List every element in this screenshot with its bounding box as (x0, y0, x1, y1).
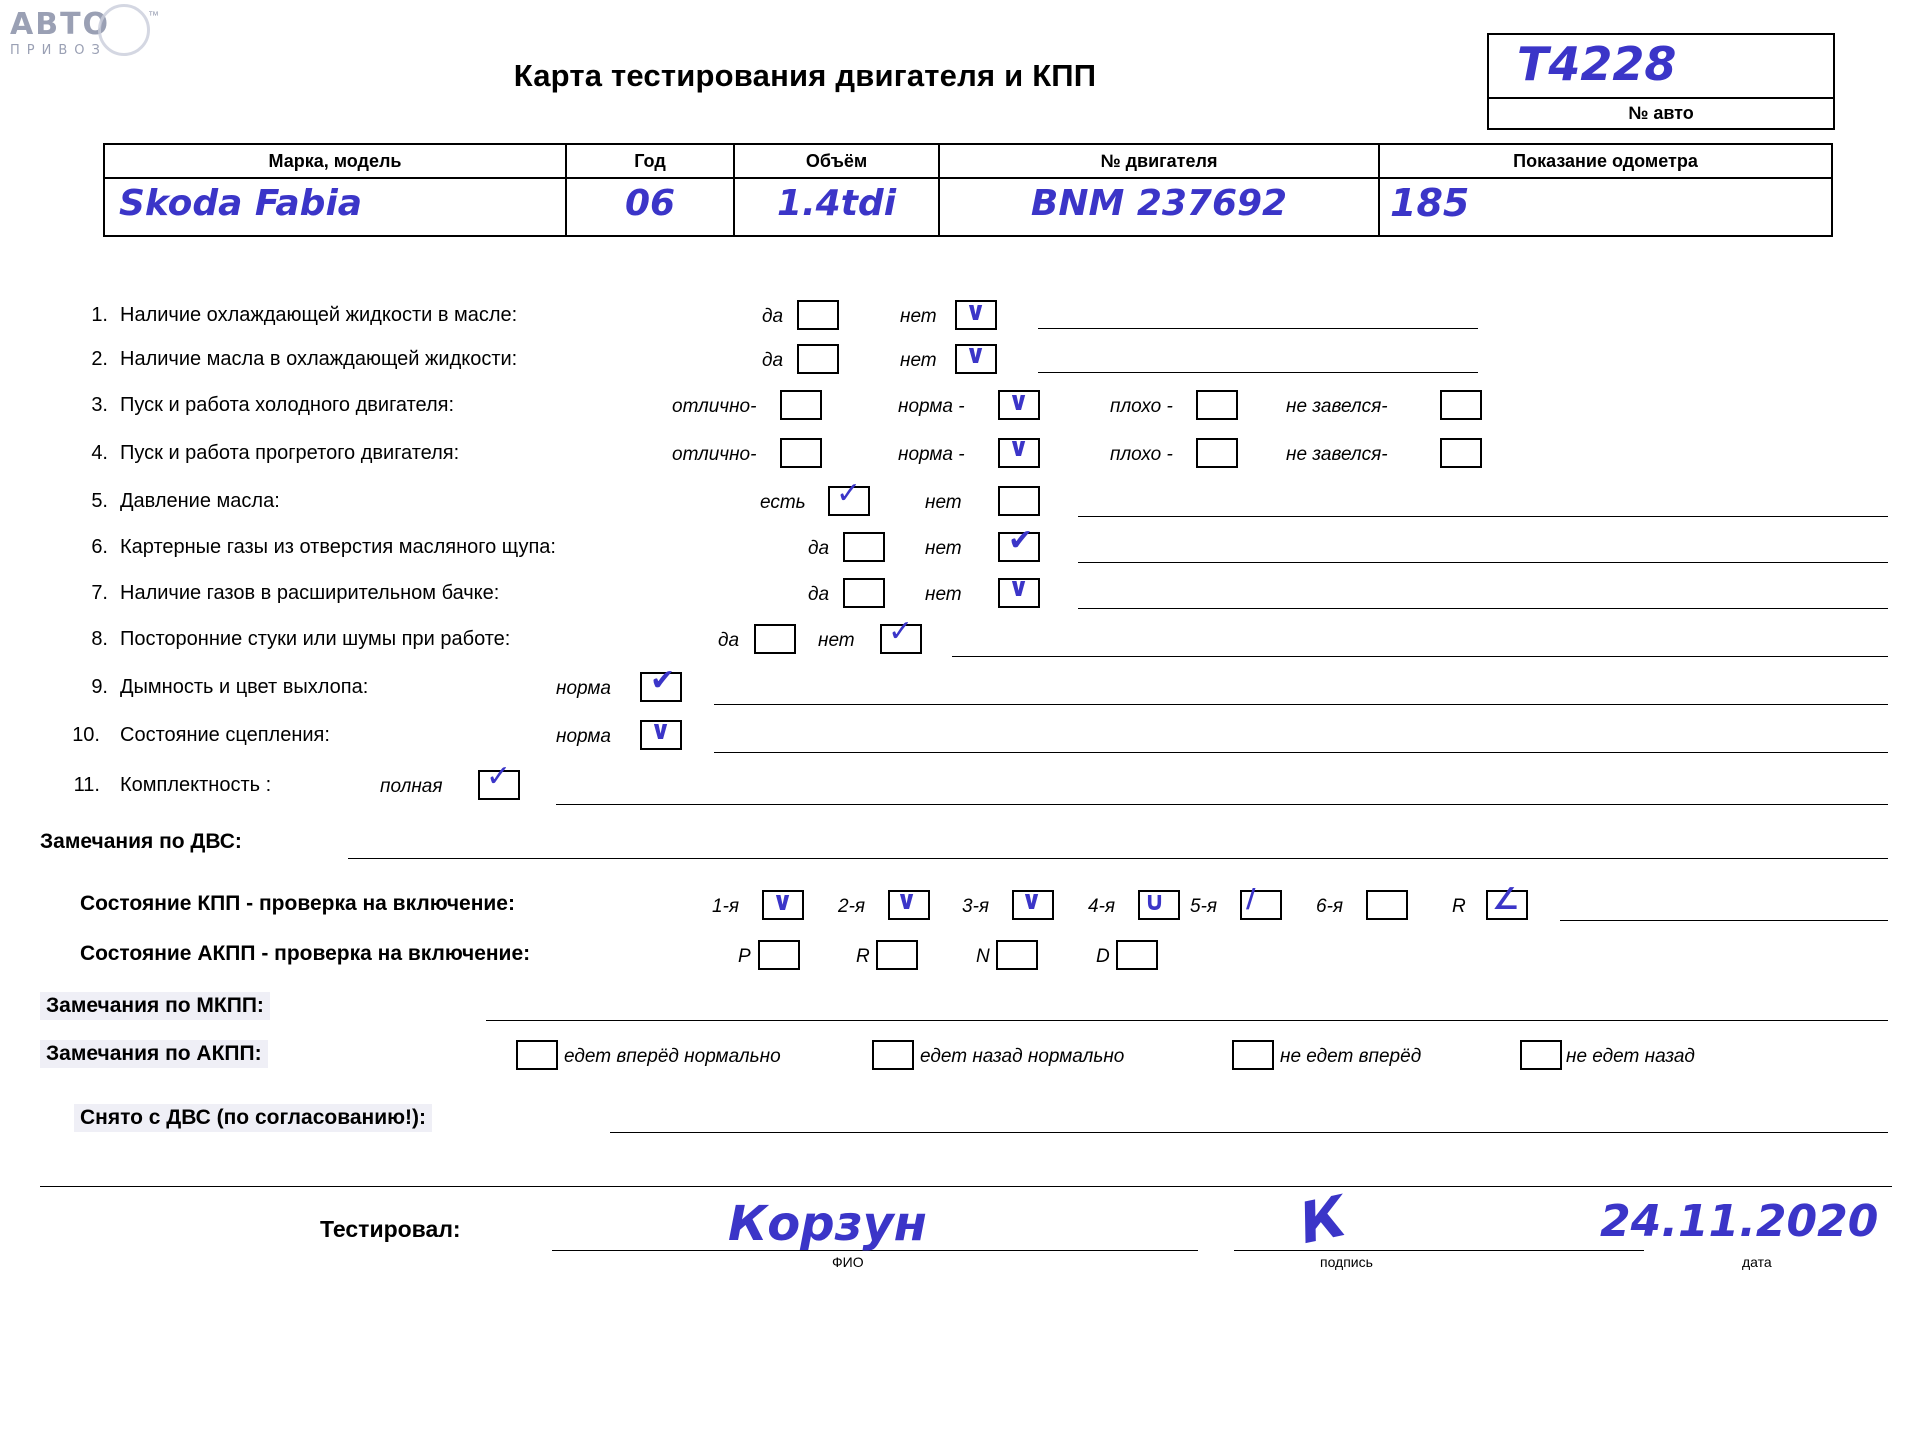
row-10-note-line[interactable] (714, 752, 1888, 753)
row-9-number: 9. (91, 676, 108, 698)
auto-number-box (1487, 33, 1835, 130)
row-6-number: 6. (91, 536, 108, 558)
check-mark-icon: ∨ (1008, 573, 1030, 603)
gear-checkbox-3[interactable] (1012, 886, 1054, 920)
check-mark-icon: ∨ (1021, 886, 1043, 916)
header-brand-model: Марка, модель (104, 144, 566, 178)
row-1-option-no: нет (900, 306, 937, 327)
row-8-checkbox-yes[interactable] (754, 624, 796, 654)
checklist-row-3 (0, 384, 1920, 432)
row-3-checkbox-excellent[interactable] (780, 390, 822, 420)
akpp-remark-label-3: не едет вперёд (1280, 1046, 1422, 1067)
row-4-checkbox-bad[interactable] (1196, 438, 1238, 468)
fio-handwritten: Корзун (728, 1196, 927, 1252)
remarks-akpp-label: Замечания по АКПП: (40, 1040, 268, 1068)
row-7-option-no: нет (925, 584, 962, 605)
row-7-checkbox-yes[interactable] (843, 578, 885, 608)
row-1-checkbox-yes[interactable] (797, 300, 839, 330)
row-3-checkbox-normal[interactable] (998, 387, 1040, 420)
gear-checkbox-1[interactable] (762, 887, 804, 920)
row-3-label: Пуск и работа холодного двигателя: (120, 394, 455, 416)
logo-trademark: ™ (148, 10, 159, 22)
row-3-checkbox-nostart[interactable] (1440, 390, 1482, 420)
row-7-note-line[interactable] (1078, 608, 1888, 609)
row-4-number: 4. (91, 442, 108, 464)
row-7-checkbox-no[interactable] (998, 573, 1040, 608)
checklist-row-9 (0, 663, 1920, 714)
row-5-number: 5. (91, 490, 108, 512)
row-4-label: Пуск и работа прогретого двигателя: (120, 442, 460, 464)
row-6-checkbox-no[interactable] (998, 523, 1040, 562)
row-6-option-no: нет (925, 538, 962, 559)
row-6-note-line[interactable] (1078, 562, 1888, 563)
row-4-option-normal: норма - (898, 444, 965, 465)
row-3-number: 3. (91, 394, 108, 416)
check-mark-icon: ∨ (1008, 387, 1030, 417)
row-10-checkbox-normal[interactable] (640, 716, 682, 750)
row-6-label: Картерные газы из отверстия масляного щупа: (120, 536, 556, 558)
check-mark-icon: ∨ (650, 716, 672, 746)
row-11-checkbox-full[interactable] (478, 759, 520, 800)
check-mark-icon: ∠ (1492, 882, 1519, 917)
mkpp-note-line[interactable] (1560, 920, 1888, 921)
signature-line[interactable] (1234, 1250, 1644, 1251)
checklist-row-10 (0, 714, 1920, 762)
checklist-row-7 (0, 572, 1920, 618)
value-brand-model: Skoda Fabia (119, 183, 363, 224)
row-11-option-full: полная (380, 776, 443, 797)
row-1-number: 1. (91, 304, 108, 326)
cell-volume (734, 178, 939, 236)
row-10-number: 10. (72, 724, 100, 746)
akpp-checkbox-r[interactable] (876, 940, 918, 970)
auto-number-field (1489, 35, 1833, 99)
akpp-remark-checkbox-3[interactable] (1232, 1040, 1274, 1070)
row-2-option-yes: да (762, 350, 784, 371)
header-odometer: Показание одометра (1379, 144, 1832, 178)
row-10-label: Состояние сцепления: (120, 724, 330, 746)
row-3-option-bad: плохо - (1110, 396, 1173, 417)
table-header-row (104, 144, 1832, 178)
remarks-engine-line[interactable] (348, 858, 1888, 859)
value-volume: 1.4tdi (776, 183, 897, 224)
gear-label-r: R (1452, 896, 1466, 917)
row-5-checkbox-absent[interactable] (998, 486, 1040, 516)
date-caption: дата (1742, 1254, 1772, 1270)
tested-by-label: Тестировал: (320, 1216, 461, 1242)
row-11-note-line[interactable] (556, 804, 1888, 805)
row-7-label: Наличие газов в расширительном бачке: (120, 582, 500, 604)
row-4-checkbox-normal[interactable] (998, 433, 1040, 468)
row-4-checkbox-nostart[interactable] (1440, 438, 1482, 468)
gear-checkbox-6[interactable] (1366, 890, 1408, 920)
checklist-row-1 (0, 296, 1920, 340)
check-mark-icon: ∨ (896, 886, 918, 916)
row-8-number: 8. (91, 628, 108, 650)
akpp-label-p: P (738, 946, 751, 967)
gear-label-4: 4-я (1088, 896, 1116, 917)
footer-divider (40, 1186, 1892, 1187)
akpp-checkbox-p[interactable] (758, 940, 800, 970)
row-9-option-normal: норма (556, 678, 611, 699)
row-8-label: Посторонние стуки или шумы при работе: (120, 628, 511, 650)
row-8-note-line[interactable] (952, 656, 1888, 657)
checklist-row-11 (0, 759, 1920, 812)
row-6-checkbox-yes[interactable] (843, 532, 885, 562)
gear-label-3: 3-я (962, 896, 990, 917)
check-mark-icon: ∪ (1144, 887, 1166, 917)
removed-label: Снято с ДВС (по согласованию!): (74, 1104, 432, 1132)
gear-label-6: 6-я (1316, 896, 1344, 917)
row-7-option-yes: да (808, 584, 830, 605)
akpp-remark-label-2: едет назад нормально (920, 1046, 1125, 1067)
row-11-number: 11. (73, 774, 100, 796)
header-year: Год (566, 144, 734, 178)
row-1-label: Наличие охлаждающей жидкости в масле: (120, 304, 518, 326)
auto-number-label: № авто (1628, 103, 1694, 123)
check-mark-icon: ✔ (1008, 523, 1034, 558)
signature-handwritten: К (1293, 1183, 1353, 1258)
akpp-remark-checkbox-4[interactable] (1520, 1040, 1562, 1070)
row-5-option-absent: нет (925, 492, 962, 513)
gear-label-1: 1-я (712, 896, 740, 917)
checklist (0, 296, 1920, 812)
header-volume: Объём (734, 144, 939, 178)
checklist-row-2 (0, 340, 1920, 384)
value-engine-number: BNM 237692 (1030, 183, 1288, 224)
akpp-remark-checkbox-2[interactable] (872, 1040, 914, 1070)
row-3-option-normal: норма - (898, 396, 965, 417)
akpp-label-d: D (1096, 946, 1110, 967)
fio-caption: ФИО (832, 1254, 864, 1270)
row-5-option-present: есть (760, 492, 806, 513)
row-2-checkbox-no[interactable] (955, 340, 997, 374)
row-11-label: Комплектность : (120, 774, 272, 796)
checklist-row-4 (0, 432, 1920, 480)
check-mark-icon: ∨ (965, 340, 987, 370)
checklist-row-6 (0, 523, 1920, 572)
row-9-note-line[interactable] (714, 704, 1888, 705)
check-mark-icon: ∨ (1008, 433, 1030, 463)
mkpp-label: Состояние КПП - проверка на включение: (80, 892, 515, 915)
gear-checkbox-4[interactable] (1138, 887, 1180, 920)
row-4-option-excellent: отлично- (672, 444, 757, 465)
row-4-option-nostart: не завелся- (1286, 444, 1388, 465)
cell-year (566, 178, 734, 236)
row-5-checkbox-present[interactable] (828, 476, 870, 516)
row-4-checkbox-excellent[interactable] (780, 438, 822, 468)
gear-checkbox-5[interactable] (1240, 884, 1282, 920)
table-value-row (104, 178, 1832, 236)
row-1-checkbox-no[interactable] (955, 297, 997, 330)
akpp-label-n: N (976, 946, 990, 967)
check-mark-icon: ∨ (965, 297, 987, 327)
removed-line[interactable] (610, 1132, 1888, 1133)
akpp-label: Состояние АКПП - проверка на включение: (80, 942, 531, 965)
akpp-remark-label-4: не едет назад (1566, 1046, 1695, 1067)
row-2-checkbox-yes[interactable] (797, 344, 839, 374)
row-7-number: 7. (91, 582, 108, 604)
row-10-option-normal: норма (556, 726, 611, 747)
row-5-note-line[interactable] (1078, 516, 1888, 517)
cell-engine-number (939, 178, 1379, 236)
checklist-row-8 (0, 614, 1920, 666)
date-handwritten: 24.11.2020 (1600, 1196, 1879, 1247)
header-engine-number: № двигателя (939, 144, 1379, 178)
remarks-mkpp-line[interactable] (486, 1020, 1888, 1021)
akpp-remark-checkbox-1[interactable] (516, 1040, 558, 1070)
auto-number-value: Т4228 (1517, 37, 1677, 91)
checklist-row-5 (0, 476, 1920, 526)
watermark-logo (10, 8, 170, 70)
gear-label-2: 2-я (838, 896, 866, 917)
row-6-option-yes: да (808, 538, 830, 559)
row-4-option-bad: плохо - (1110, 444, 1173, 465)
row-2-label: Наличие масла в охлаждающей жидкости: (120, 348, 518, 370)
akpp-checkbox-n[interactable] (996, 940, 1038, 970)
remarks-engine-label: Замечания по ДВС: (40, 830, 242, 853)
row-2-number: 2. (91, 348, 108, 370)
remarks-mkpp-label: Замечания по МКПП: (40, 992, 270, 1020)
value-year: 06 (624, 183, 676, 224)
check-mark-icon: ✓ (836, 476, 862, 511)
check-mark-icon: ∨ (772, 887, 794, 917)
row-9-label: Дымность и цвет выхлопа: (120, 676, 369, 698)
row-1-note-line[interactable] (1038, 328, 1478, 329)
akpp-label-r: R (856, 946, 870, 967)
row-9-checkbox-normal[interactable] (640, 663, 682, 702)
akpp-checkbox-d[interactable] (1116, 940, 1158, 970)
row-3-checkbox-bad[interactable] (1196, 390, 1238, 420)
row-8-option-yes: да (718, 630, 740, 651)
check-mark-icon: ✓ (888, 614, 914, 649)
row-2-note-line[interactable] (1038, 372, 1478, 373)
logo-brand: АВТО (10, 7, 111, 42)
gear-checkbox-2[interactable] (888, 886, 930, 920)
check-mark-icon: ∕ (1246, 884, 1256, 914)
signature-caption: подпись (1320, 1254, 1373, 1270)
row-3-option-excellent: отлично- (672, 396, 757, 417)
row-8-option-no: нет (818, 630, 855, 651)
check-mark-icon: ✓ (486, 759, 512, 794)
vehicle-info-table (103, 143, 1833, 237)
gear-label-5: 5-я (1190, 896, 1218, 917)
row-1-option-yes: да (762, 306, 784, 327)
page-title: Карта тестирования двигателя и КПП (513, 58, 1097, 93)
row-5-label: Давление масла: (120, 490, 280, 512)
check-mark-icon: ✔ (650, 663, 676, 698)
row-2-option-no: нет (900, 350, 937, 371)
logo-subtitle: ПРИВОЗ (10, 43, 107, 58)
value-odometer: 185 (1390, 181, 1470, 225)
logo-circle-icon (98, 4, 150, 56)
cell-brand-model (104, 178, 566, 236)
akpp-remark-label-1: едет вперёд нормально (564, 1046, 781, 1067)
row-3-option-nostart: не завелся- (1286, 396, 1388, 417)
row-8-checkbox-no[interactable] (880, 614, 922, 654)
gear-checkbox-r[interactable] (1486, 882, 1528, 920)
cell-odometer (1379, 178, 1832, 236)
